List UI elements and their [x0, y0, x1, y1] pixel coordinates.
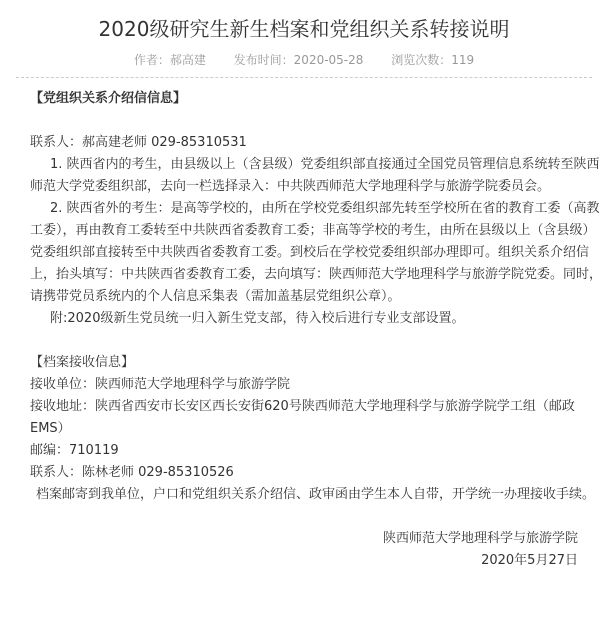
party-item-1-line-1: 1. 陕西省内的考生，由县级以上（含县级）党委组织部直接通过全国党员管理信息系统转至陕西 [50, 157, 600, 172]
spacer [30, 506, 586, 528]
spacer [30, 110, 586, 132]
archive-unit: 接收单位：陕西师范大学地理科学与旅游学院 [30, 377, 291, 392]
article-title: 2020级研究生新生档案和党组织关系转接说明 [98, 17, 510, 41]
view-count-label: 浏览次数：119 [391, 53, 475, 67]
party-note: 附:2020级新生党员统一归入新生党支部，待入校后进行专业支部设置。 [50, 311, 465, 326]
party-contact: 联系人：郝高建老师 029-85310531 [30, 135, 247, 150]
publish-time-label: 发布时间：2020-05-28 [233, 53, 364, 67]
archive-note: 档案邮寄到我单位，户口和党组织关系介绍信、政审函由学生本人自带，开学统一办理接收手续。 [36, 487, 596, 502]
party-item-1-line-2: 师范大学党委组织部，去向一栏选择录入：中共陕西师范大学地理科学与旅游学院委员会。 [30, 179, 551, 194]
party-item-2-line-1: 2. 陕西省外的考生：是高等学校的，由所在学校党委组织部先转至学校所在省的教育工委（高教 [50, 201, 600, 216]
title-divider [16, 77, 592, 78]
footer-date: 2020年5月27日 [481, 553, 578, 568]
party-item-2-line-4: 上，抬头填写：中共陕西省委教育工委，去向填写：陕西师范大学地理科学与旅游学院党委。同时， [30, 267, 603, 282]
article-meta [0, 51, 608, 69]
party-section-heading: 【党组织关系介绍信信息】 [30, 91, 187, 106]
author-label: 作者：郝高建 [133, 53, 206, 67]
article-body [30, 88, 603, 572]
archive-postcode: 邮编：710119 [30, 443, 119, 458]
archive-address-line-2: EMS） [30, 421, 71, 436]
party-item-2-line-5: 请携带党员系统内的个人信息采集表（需加盖基层党组织公章）。 [30, 289, 401, 304]
spacer [30, 330, 586, 352]
footer-org: 陕西师范大学地理科学与旅游学院 [382, 531, 578, 546]
archive-address-line-1: 接收地址：陕西省西安市长安区西长安街620号陕西师范大学地理科学与旅游学院学工组（邮政 [30, 399, 575, 414]
archive-section-heading: 【档案接收信息】 [30, 355, 135, 370]
party-item-2-line-3: 党委组织部直接转至中共陕西省委教育工委。到校后在学校党委组织部办理即可。组织关系介绍信 [30, 245, 590, 260]
archive-contact: 联系人：陈林老师 029-85310526 [30, 465, 234, 480]
party-item-2-line-2: 工委），再由教育工委转至中共陕西省委教育工委；非高等学校的考生，由所在县级以上（含县级） [30, 223, 596, 238]
